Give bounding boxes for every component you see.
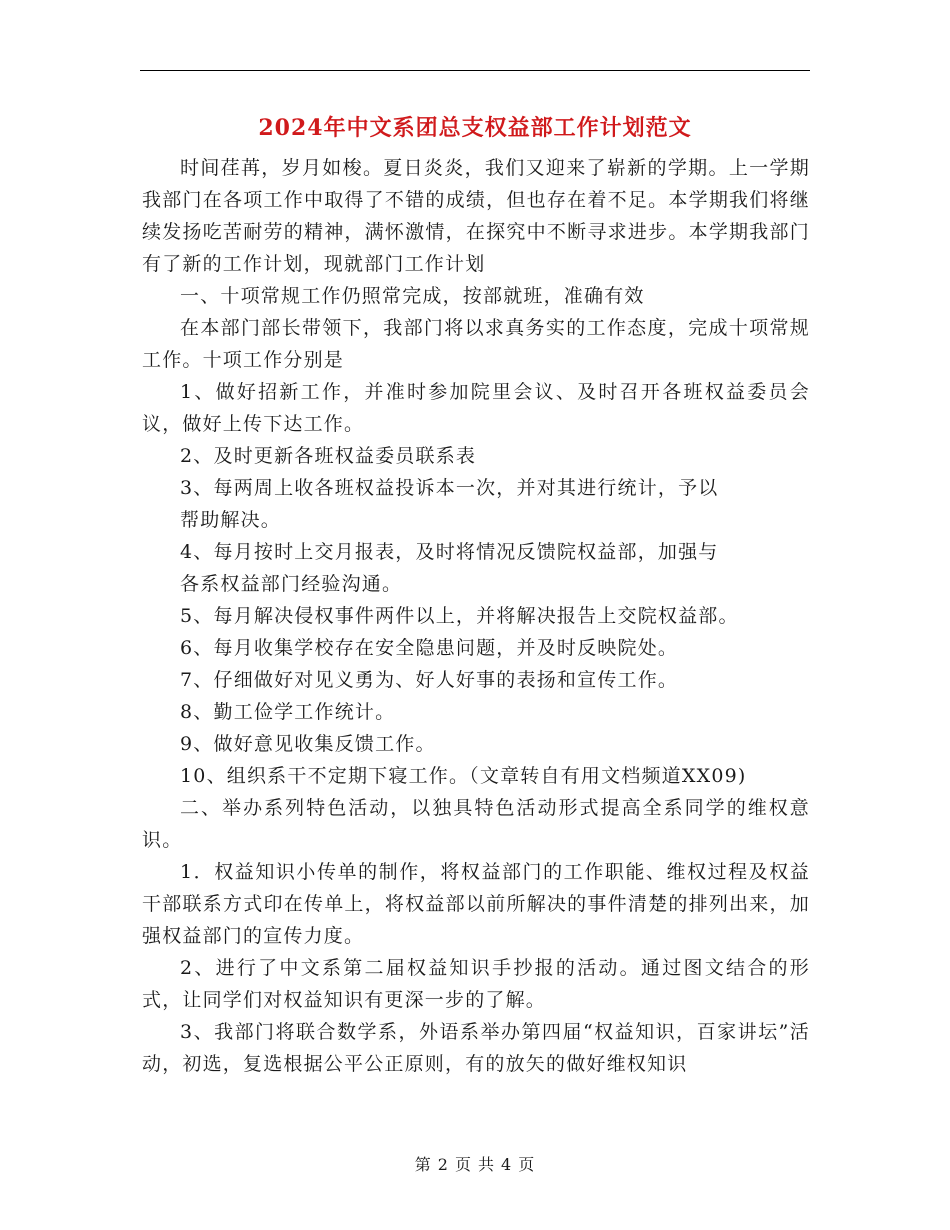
paragraph-intro: 时间荏苒，岁月如梭。夏日炎炎，我们又迎来了崭新的学期。上一学期我部门在各项工作中取得了不错的成绩，但也存在着不足。本学期我们将继续发扬吃苦耐劳的精神，满怀激情，在探究中不断寻求进步。本学期我部门有了新的工作计划，现就部门工作计划 — [142, 157, 810, 275]
list-item-8: 8、勤工俭学工作统计。 — [180, 701, 396, 723]
list-item-4: 4、每月按时上交月报表，及时将情况反馈院权益部，加强与 — [180, 541, 719, 563]
list-item-6: 6、每月收集学校存在安全隐患问题，并及时反映院处。 — [180, 637, 679, 659]
section-heading-2: 二、举办系列特色活动，以独具特色活动形式提高全系同学的维权意识。 — [142, 797, 810, 851]
section-heading-1: 一、十项常规工作仍照常完成，按部就班，准确有效 — [180, 285, 645, 307]
list-item-2: 2、及时更新各班权益委员联系表 — [180, 445, 477, 467]
list-item-10: 10、组织系干不定期下寝工作。（文章转自有用文档频道XX09) — [180, 765, 747, 787]
activity-item-1: 1．权益知识小传单的制作，将权益部门的工作职能、维权过程及权益干部联系方式印在传单上，将权益部以前所解决的事件清楚的排列出来，加强权益部门的宣传力度。 — [142, 861, 810, 947]
footer-middle: 页 共 — [454, 1155, 496, 1174]
list-item-7: 7、仔细做好对见义勇为、好人好事的表扬和宣传工作。 — [180, 669, 679, 691]
list-item-5: 5、每月解决侵权事件两件以上，并将解决报告上交院权益部。 — [180, 605, 739, 627]
list-item-3-continued: 帮助解决。 — [180, 509, 282, 531]
list-item-3: 3、每两周上收各班权益投诉本一次，并对其进行统计，予以 — [180, 477, 719, 499]
activity-item-3: 3、我部门将联合数学系，外语系举办第四届“权益知识，百家讲坛”活动，初选，复选根据公平公正原则，有的放矢的做好维权知识 — [142, 1021, 810, 1075]
footer-prefix: 第 — [414, 1155, 432, 1174]
document-body — [142, 152, 810, 1080]
header-rule — [140, 70, 810, 71]
footer-page-number: 2 — [437, 1155, 449, 1174]
list-item-9: 9、做好意见收集反馈工作。 — [180, 733, 436, 755]
list-item-4-continued: 各系权益部门经验沟通。 — [180, 573, 403, 595]
activity-item-2: 2、进行了中文系第二届权益知识手抄报的活动。通过图文结合的形式，让同学们对权益知识有更深一步的了解。 — [142, 957, 810, 1011]
footer-suffix: 页 — [518, 1155, 536, 1174]
document-title: 2024年中文系团总支权益部工作计划范文 — [258, 115, 692, 141]
page-footer — [0, 1154, 950, 1176]
paragraph-section-1-intro: 在本部门部长带领下，我部门将以求真务实的工作态度，完成十项常规工作。十项工作分别是 — [142, 317, 810, 371]
footer-page-total: 4 — [501, 1155, 513, 1174]
list-item-1: 1、做好招新工作，并准时参加院里会议、及时召开各班权益委员会议，做好上传下达工作。 — [142, 381, 810, 435]
